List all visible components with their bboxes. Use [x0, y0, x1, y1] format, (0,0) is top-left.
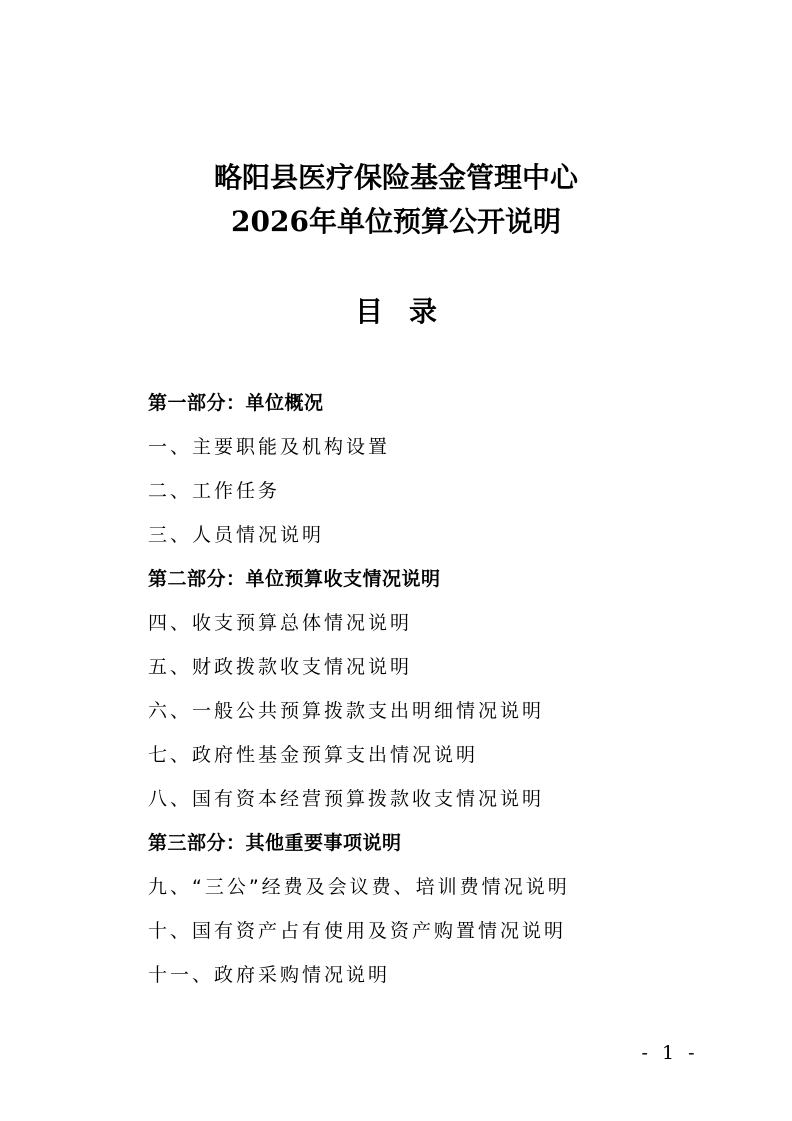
toc-entry-3: 三、人员情况说明: [148, 524, 325, 546]
page-number: - 1 -: [641, 1042, 699, 1064]
toc-entry-7: 七、政府性基金预算支出情况说明: [148, 744, 479, 766]
toc-entry-6: 六、一般公共预算拨款支出明细情况说明: [148, 700, 545, 722]
toc-heading: 目录: [354, 295, 463, 328]
toc-entry-10: 十、国有资产占有使用及资产购置情况说明: [148, 920, 567, 942]
toc-entry-1: 一、主要职能及机构设置: [148, 436, 391, 458]
toc-part-2: 第二部分：单位预算收支情况说明: [148, 568, 441, 590]
table-of-contents: [148, 385, 708, 1001]
toc-entry-11: 十一、政府采购情况说明: [148, 964, 391, 986]
toc-entry-4: 四、收支预算总体情况说明: [148, 612, 413, 634]
toc-entry-8: 八、国有资本经营预算拨款收支情况说明: [148, 788, 545, 810]
document-title-line-2: 2026年单位预算公开说明: [231, 205, 561, 238]
toc-part-3: 第三部分：其他重要事项说明: [148, 832, 402, 854]
toc-entry-2: 二、工作任务: [148, 480, 281, 502]
toc-entry-9: 九、“三公”经费及会议费、培训费情况说明: [148, 876, 570, 898]
toc-part-1: 第一部分：单位概况: [148, 392, 324, 414]
toc-entry-5: 五、财政拨款收支情况说明: [148, 656, 413, 678]
document-title-line-1: 略阳县医疗保险基金管理中心: [213, 161, 578, 194]
